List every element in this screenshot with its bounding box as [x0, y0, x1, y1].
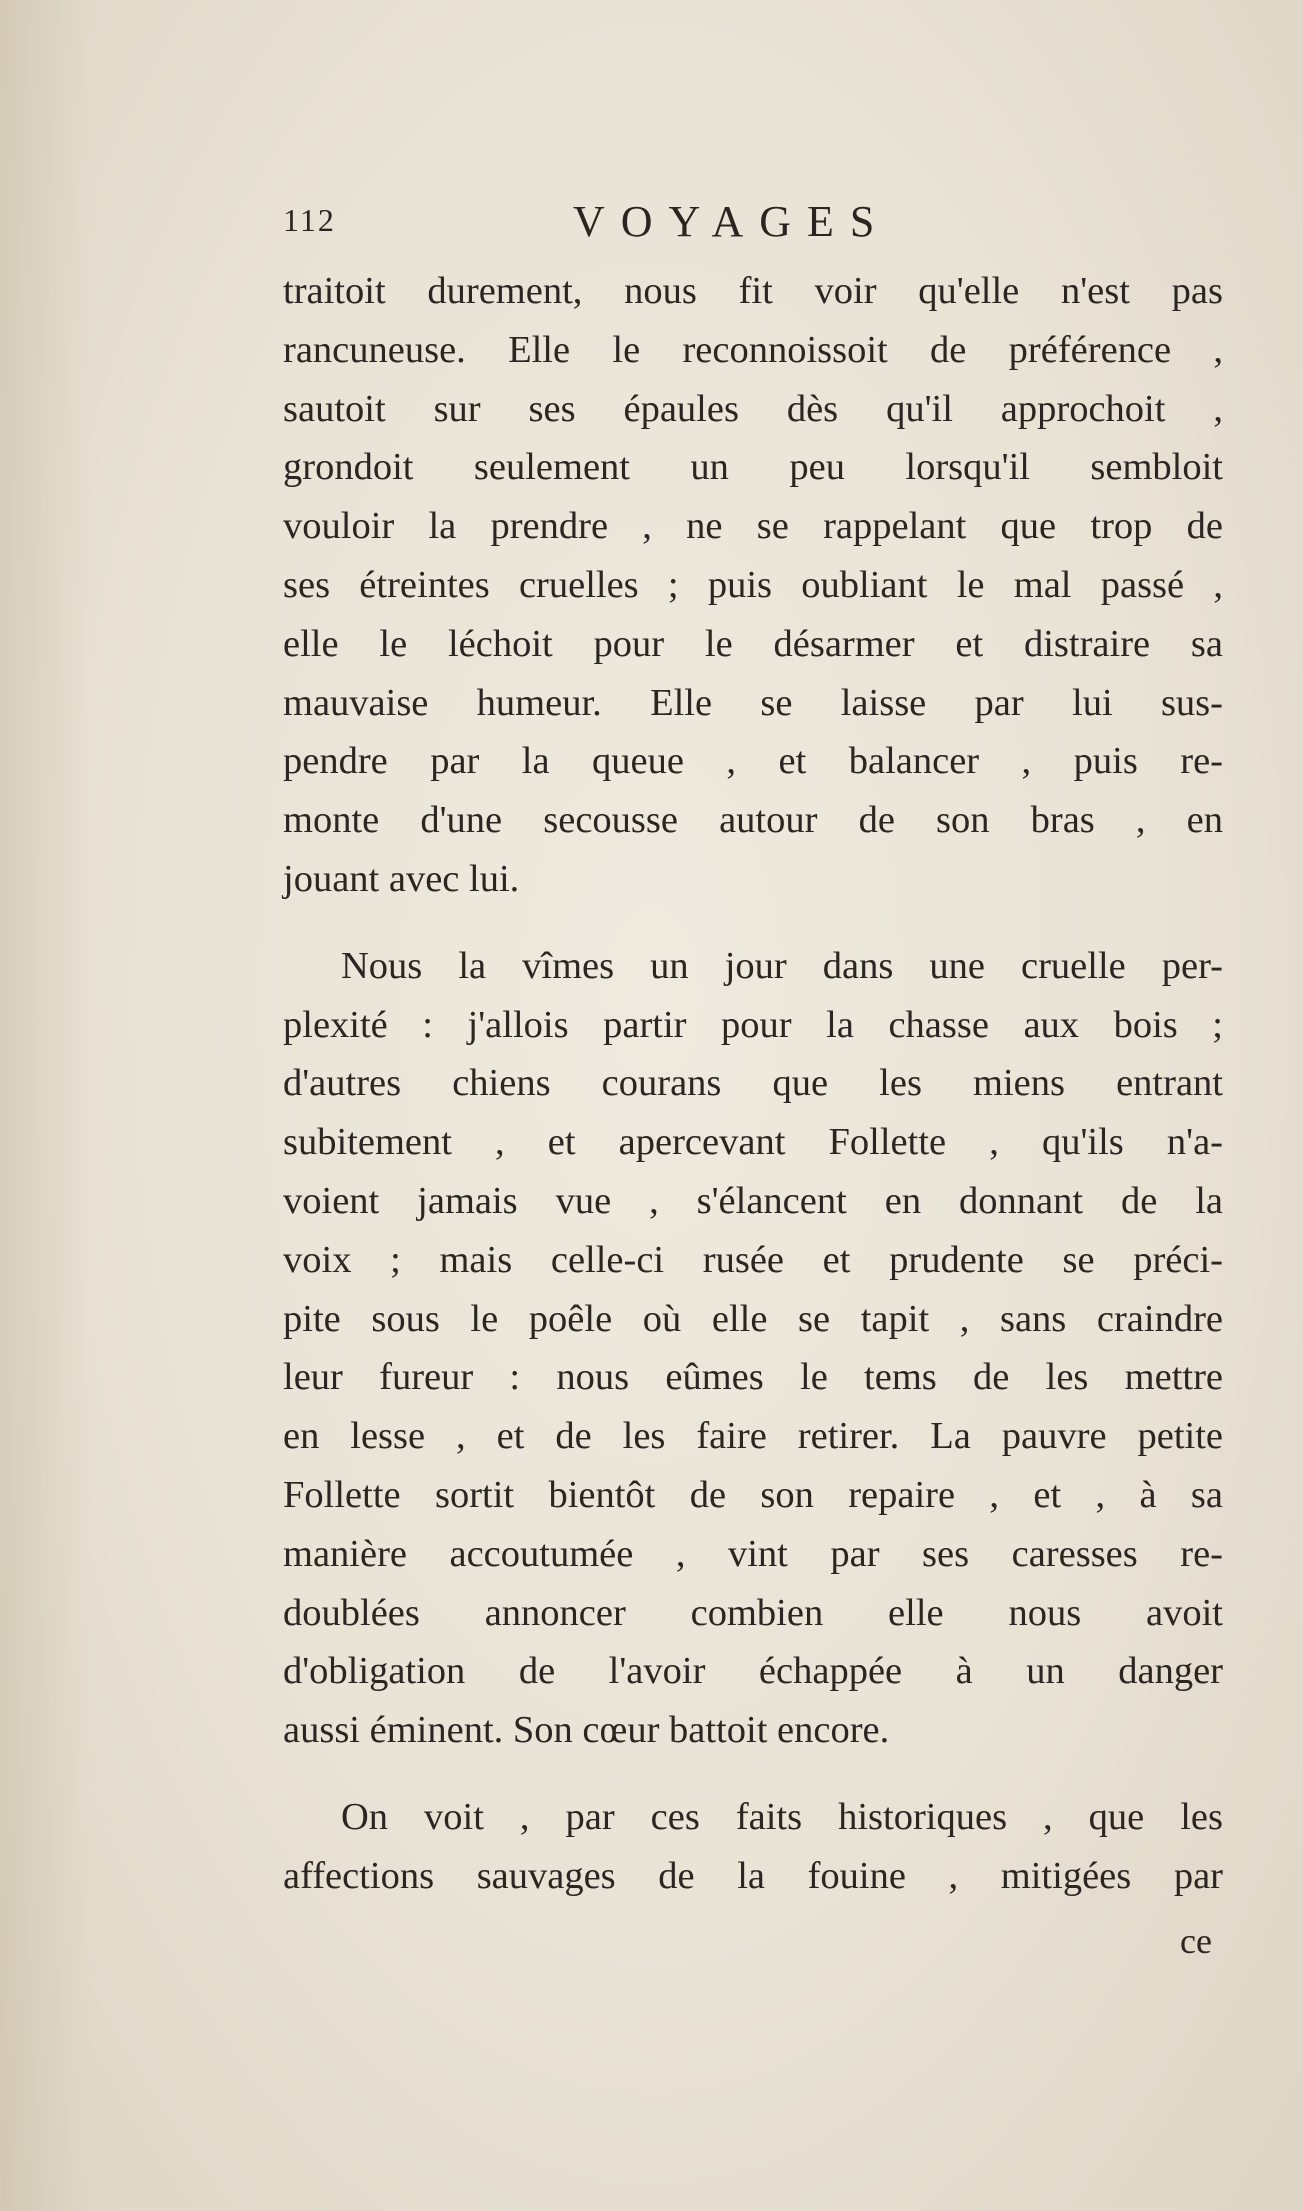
- text-line: voix ; mais celle-ci rusée et prudente se préci-: [283, 1238, 1223, 1281]
- text-line: doublées annoncer combien elle nous avoit: [283, 1591, 1223, 1634]
- text-line: ses étreintes cruelles ; puis oubliant le mal passé ,: [283, 563, 1223, 606]
- text-line: rancuneuse. Elle le reconnoissoit de préférence ,: [283, 328, 1223, 371]
- text-line: affections sauvages de la fouine , mitigées par: [283, 1854, 1223, 1897]
- text-line: en lesse , et de les faire retirer. La pauvre petite: [283, 1415, 1223, 1458]
- text-line: traitoit durement, nous fit voir qu'elle n'est pas: [283, 270, 1223, 312]
- text-line: Follette sortit bientôt de son repaire , et , à sa: [283, 1473, 1223, 1516]
- text-line: grondoit seulement un peu lorsqu'il sembloit: [283, 446, 1223, 489]
- text-line: elle le léchoit pour le désarmer et distraire sa: [283, 622, 1223, 665]
- page-edge-shading: [0, 0, 90, 2211]
- text-line: jouant avec lui.: [283, 857, 520, 900]
- text-line: plexité : j'allois partir pour la chasse aux bois ;: [283, 1003, 1223, 1046]
- page-number: 112: [283, 202, 336, 238]
- text-line: mauvaise humeur. Elle se laisse par lui sus-: [283, 681, 1223, 724]
- running-title: VOYAGES: [573, 197, 891, 246]
- text-line: aussi éminent. Son cœur battoit encore.: [283, 1709, 890, 1752]
- text-line: voient jamais vue , s'élancent en donnant de la: [283, 1179, 1223, 1222]
- page-header: [283, 196, 1223, 256]
- catchword: ce: [1180, 1921, 1212, 1961]
- text-line: pite sous le poêle où elle se tapit , sans craindre: [283, 1297, 1223, 1340]
- text-line: monte d'une secousse autour de son bras , en: [283, 799, 1223, 842]
- text-line: On voit , par ces faits historiques , que les: [341, 1795, 1223, 1838]
- paragraph-3: [283, 1788, 1223, 1906]
- text-line: pendre par la queue , et balancer , puis re-: [283, 740, 1223, 783]
- text-line: sautoit sur ses épaules dès qu'il approchoit ,: [283, 387, 1223, 430]
- text-line: Nous la vîmes un jour dans une cruelle per-: [341, 944, 1223, 987]
- text-line: manière accoutumée , vint par ses caresses re-: [283, 1532, 1223, 1575]
- text-line: subitement , et apercevant Follette , qu'ils n'a-: [283, 1121, 1223, 1164]
- text-line: d'autres chiens courans que les miens entrant: [283, 1062, 1223, 1105]
- text-line: vouloir la prendre , ne se rappelant que trop de: [283, 505, 1223, 548]
- paragraph-2: [283, 937, 1223, 1760]
- body-text: [283, 262, 1223, 1906]
- paragraph-1: [283, 262, 1223, 909]
- text-line: leur fureur : nous eûmes le tems de les mettre: [283, 1356, 1223, 1399]
- text-line: d'obligation de l'avoir échappée à un danger: [283, 1650, 1223, 1693]
